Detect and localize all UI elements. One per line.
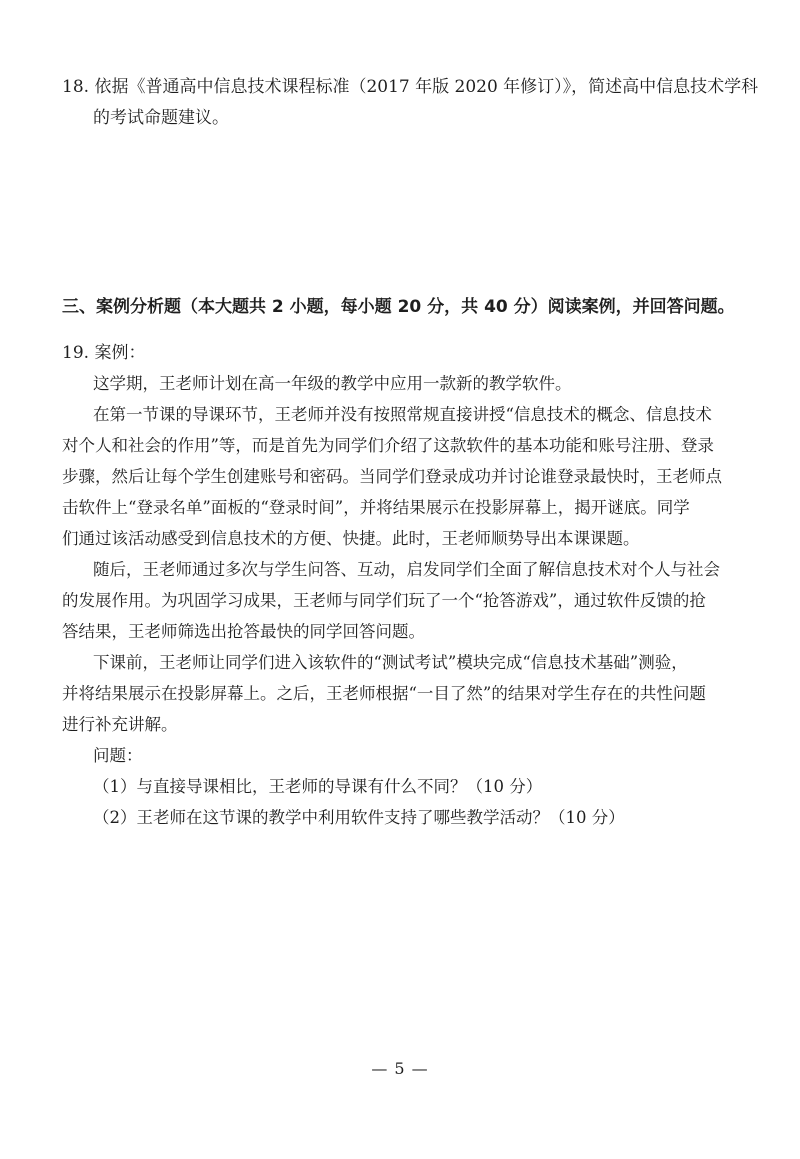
- case-paragraph-2-line-4: 击软件上“登录名单”面板的“登录时间”，并将结果展示在投影屏幕上，揭开谜底。同学: [62, 498, 690, 517]
- case-paragraph-3-line-1: 随后，王老师通过多次与学生问答、互动，启发同学们全面了解信息技术对个人与社会: [93, 560, 720, 579]
- case-paragraph-2-line-1: 在第一节课的导课环节，王老师并没有按照常规直接讲授“信息技术的概念、信息技术: [93, 405, 712, 424]
- case-paragraph-2-line-3: 步骤，然后让每个学生创建账号和密码。当同学们登录成功并讨论谁登录最快时，王老师点: [62, 467, 722, 486]
- section-3-title: 三、案例分析题（本大题共 2 小题，每小题 20 分，共 40 分）阅读案例，并回答问题。: [62, 297, 735, 317]
- case-paragraph-4-line-1: 下课前，王老师让同学们进入该软件的“测试考试”模块完成“信息技术基础”测验，: [93, 653, 688, 672]
- q18-line-2: 的考试命题建议。: [93, 108, 229, 128]
- page-number: — 5 —: [371, 1059, 429, 1078]
- question-2: （2）王老师在这节课的教学中利用软件支持了哪些教学活动？（10 分）: [93, 808, 625, 827]
- case-paragraph-1: 这学期，王老师计划在高一年级的教学中应用一款新的教学软件。: [93, 374, 572, 393]
- case-paragraph-2-line-2: 对个人和社会的作用”等，而是首先为同学们介绍了这款软件的基本功能和账号注册、登录: [62, 436, 714, 455]
- case-paragraph-4-line-2: 并将结果展示在投影屏幕上。之后，王老师根据“一目了然”的结果对学生存在的共性问题: [62, 684, 706, 703]
- questions-label: 问题：: [93, 746, 143, 765]
- q19-label: 19. 案例：: [62, 343, 146, 363]
- case-paragraph-3-line-2: 的发展作用。为巩固学习成果，王老师与同学们玩了一个“抢答游戏”，通过软件反馈的抢: [62, 591, 706, 610]
- question-1: （1）与直接导课相比，王老师的导课有什么不同？（10 分）: [93, 777, 543, 796]
- case-paragraph-3-line-3: 答结果，王老师筛选出抢答最快的同学回答问题。: [62, 622, 425, 641]
- q18-line-1: 18. 依据《普通高中信息技术课程标准（2017 年版 2020 年修订）》，简述高中信息技术学科: [62, 77, 759, 97]
- case-paragraph-4-line-3: 进行补充讲解。: [62, 715, 178, 734]
- case-paragraph-2-line-5: 们通过该活动感受到信息技术的方便、快捷。此时，王老师顺势导出本课课题。: [62, 529, 640, 548]
